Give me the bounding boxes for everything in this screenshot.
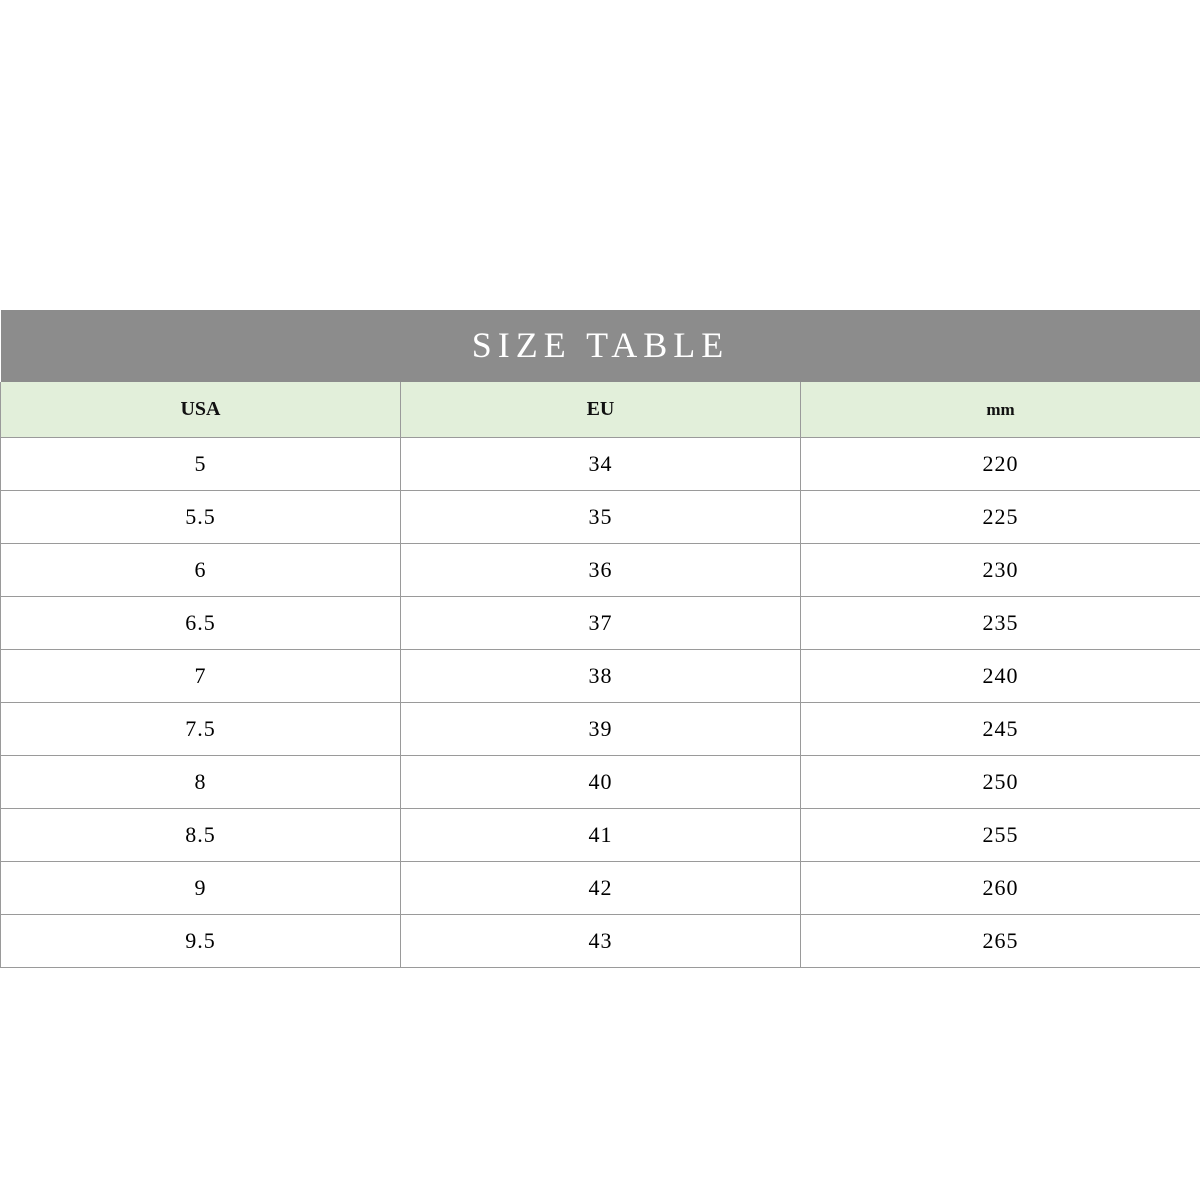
column-header-eu: EU (401, 382, 801, 438)
cell-mm: 240 (801, 650, 1200, 703)
cell-eu: 42 (401, 862, 801, 915)
cell-eu: 40 (401, 756, 801, 809)
cell-mm: 220 (801, 438, 1200, 491)
cell-usa: 6 (1, 544, 401, 597)
cell-mm: 230 (801, 544, 1200, 597)
table-row (1, 703, 1200, 756)
cell-mm: 265 (801, 915, 1200, 968)
table-head (1, 310, 1200, 438)
table-body (1, 438, 1200, 968)
cell-mm: 260 (801, 862, 1200, 915)
table-row (1, 809, 1200, 862)
cell-eu: 37 (401, 597, 801, 650)
cell-usa: 6.5 (1, 597, 401, 650)
table-row (1, 544, 1200, 597)
cell-eu: 39 (401, 703, 801, 756)
table-row (1, 438, 1200, 491)
cell-mm: 235 (801, 597, 1200, 650)
cell-eu: 36 (401, 544, 801, 597)
table-title: SIZE TABLE (1, 310, 1200, 382)
cell-usa: 5.5 (1, 491, 401, 544)
table-row (1, 756, 1200, 809)
cell-mm: 250 (801, 756, 1200, 809)
cell-mm: 255 (801, 809, 1200, 862)
table-row (1, 650, 1200, 703)
table-title-row (1, 310, 1200, 382)
cell-eu: 41 (401, 809, 801, 862)
table-row (1, 862, 1200, 915)
table-row (1, 597, 1200, 650)
cell-usa: 7.5 (1, 703, 401, 756)
cell-eu: 38 (401, 650, 801, 703)
cell-usa: 8 (1, 756, 401, 809)
cell-mm: 225 (801, 491, 1200, 544)
cell-usa: 9.5 (1, 915, 401, 968)
cell-usa: 9 (1, 862, 401, 915)
cell-eu: 34 (401, 438, 801, 491)
cell-eu: 35 (401, 491, 801, 544)
table-header-row (1, 382, 1200, 438)
cell-usa: 5 (1, 438, 401, 491)
column-header-usa: USA (1, 382, 401, 438)
cell-mm: 245 (801, 703, 1200, 756)
cell-eu: 43 (401, 915, 801, 968)
table-row (1, 915, 1200, 968)
cell-usa: 8.5 (1, 809, 401, 862)
table-row (1, 491, 1200, 544)
cell-usa: 7 (1, 650, 401, 703)
column-header-mm: mm (801, 382, 1200, 438)
size-table-container (0, 310, 1200, 968)
size-table (0, 310, 1200, 968)
